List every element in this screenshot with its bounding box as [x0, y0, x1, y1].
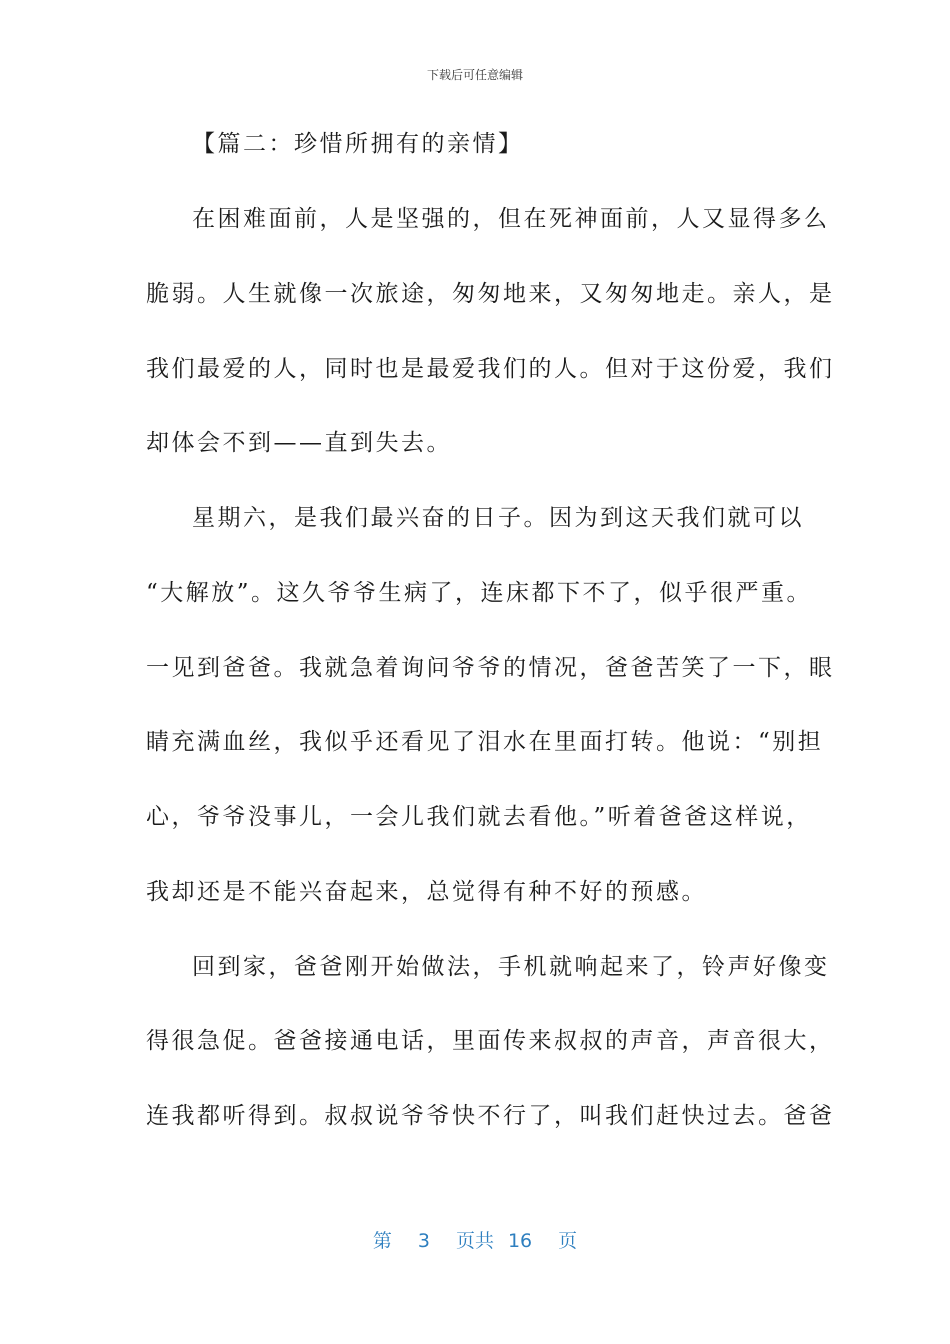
page-header-note: 下载后可任意编辑 [426, 68, 523, 82]
paragraph-line: 我却还是不能兴奋起来，总觉得有种不好的预感。 [146, 879, 707, 905]
paragraph-line: 连我都听得到。叔叔说爷爷快不行了，叫我们赶快过去。爸爸 [146, 1103, 835, 1129]
footer-prefix: 第 [372, 1230, 392, 1252]
paragraph-line: 在困难面前，人是坚强的，但在死神面前，人又显得多么 [192, 206, 830, 232]
footer-total-pages: 16 [507, 1230, 533, 1252]
paragraph-line: 却体会不到——直到失去。 [146, 430, 452, 456]
paragraph-line: 脆弱。人生就像一次旅途，匆匆地来，又匆匆地走。亲人，是 [146, 281, 835, 307]
paragraph-line: 一见到爸爸。我就急着询问爷爷的情况，爸爸苦笑了一下，眼 [146, 655, 835, 681]
paragraph-line: 心，爷爷没事儿，一会儿我们就去看他。”听着爸爸这样说， [146, 804, 812, 830]
paragraph-line: 星期六，是我们最兴奋的日子。因为到这天我们就可以 [192, 505, 804, 531]
paragraph-line: 我们最爱的人，同时也是最爱我们的人。但对于这份爱，我们 [146, 356, 835, 382]
paragraph-line: “大解放”。这久爷爷生病了，连床都下不了，似乎很严重。 [146, 580, 813, 606]
footer-suffix: 页 [558, 1230, 578, 1252]
page-number-footer [0, 1226, 950, 1253]
footer-middle: 页共 [455, 1230, 494, 1252]
paragraph-line: 睛充满血丝，我似乎还看见了泪水在里面打转。他说：“别担 [146, 729, 824, 755]
paragraph-line: 得很急促。爸爸接通电话，里面传来叔叔的声音，声音很大， [146, 1028, 835, 1054]
footer-current-page: 3 [417, 1230, 430, 1252]
paragraph-line: 回到家，爸爸刚开始做法，手机就响起来了，铃声好像变 [192, 954, 830, 980]
section-heading: 【篇二：珍惜所拥有的亲情】 [192, 131, 524, 157]
